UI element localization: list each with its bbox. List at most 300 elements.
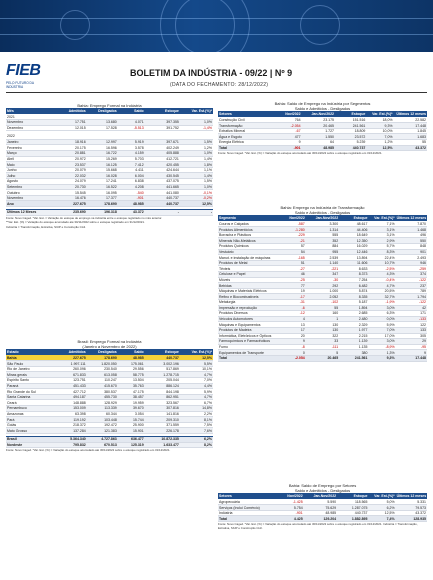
table-cell: -901 — [118, 195, 145, 201]
table-cell: Pará — [6, 417, 56, 423]
column-header: Admitidos — [56, 349, 87, 355]
column-header: Setores — [218, 111, 274, 117]
table-cell: 1.820.050 — [87, 361, 118, 367]
table-cell: 141.816 — [145, 411, 180, 417]
table-cell: 20.079 — [56, 167, 87, 173]
table-cell: 496 — [396, 232, 427, 238]
table-cell: 12.015 — [56, 125, 87, 131]
table-cell: 151.516 — [335, 117, 366, 123]
table-cell: 8,3% — [368, 249, 395, 255]
table-cell: 23.175 — [302, 117, 335, 123]
table-cell: 2.329 — [339, 322, 368, 328]
table-cell: 46 — [281, 272, 306, 278]
table-cell: 12.350 — [339, 238, 368, 244]
table-cell: 671.833 — [56, 372, 87, 378]
table-cell: 19 — [281, 288, 306, 294]
table-cell: 636.477 — [118, 437, 145, 443]
table-cell: 1.794 — [396, 294, 427, 300]
table-cell: Ano — [6, 201, 56, 207]
table-cell: 5.590 — [304, 499, 337, 505]
table-cell: Total — [218, 145, 274, 151]
table-cell: 8,1% — [180, 417, 213, 423]
panel-title: Bahia: Emprego na Indústria de Transformação — [280, 205, 365, 210]
column-header: Desligados — [87, 349, 118, 355]
table-cell: 33 — [306, 339, 339, 345]
table-cell: 75.629 — [304, 505, 337, 511]
table-cell: Máquinas e Equipamentos — [218, 322, 281, 328]
table-cell: 374 — [396, 272, 427, 278]
table-cell: Paraná — [6, 383, 56, 389]
table-cell: 103.448 — [87, 417, 118, 423]
table-cell: 430.545 — [145, 173, 180, 179]
table-cell: 670.513 — [87, 442, 118, 448]
last-12-months-row — [6, 210, 213, 216]
table-cell: 230.540 — [87, 366, 118, 372]
segments-panel — [218, 102, 427, 156]
table-cell: 5.331 — [396, 499, 427, 505]
table-cell: -6 — [281, 305, 306, 311]
table-cell: Farmoquímicos e Farmacêuticos — [218, 339, 281, 345]
footnote: Fonte: Novo Caged. *Var. Est. (%) = Variação do estoque acumulado até 30/11/2022 sobre o estoque registrado em 31/12/2021. — [218, 151, 383, 156]
table-cell: 7,5% — [180, 422, 213, 428]
table-cell: 405.888 — [145, 151, 180, 157]
table-cell: 380 — [339, 350, 368, 356]
column-header: Últimos 12 meses — [396, 494, 427, 499]
footnote: Indústria = Transformação, Extrativa, SIUP e Construção Civil. — [6, 224, 86, 229]
table-cell: 43.372 — [118, 210, 145, 216]
table-cell: 12,5% — [368, 510, 395, 516]
table-cell: 397.355 — [145, 120, 180, 126]
table-cell: 3.054 — [118, 411, 145, 417]
table-cell: -2.054 — [281, 355, 306, 361]
table-cell: 192.472 — [87, 422, 118, 428]
bahia-monthly-panel — [6, 103, 213, 229]
table-cell: Minas gerais — [6, 372, 56, 378]
panel-subtitle: Saldo e Admitidos - Desligados — [294, 209, 351, 215]
table-cell: 22.032 — [56, 173, 87, 179]
table-cell: -95 — [396, 344, 427, 350]
table-cell: 555 — [306, 232, 339, 238]
table-cell: 16.095 — [87, 190, 118, 196]
column-header: Admitidos — [56, 108, 87, 114]
table-cell: 9 — [396, 350, 427, 356]
table-cell: Junho — [6, 167, 56, 173]
table-cell: 5.703 — [118, 156, 145, 162]
table-cell: Produtos Diversos — [218, 311, 281, 317]
table-cell: 2.215 — [339, 333, 368, 339]
column-header: Var. Est.(%)* — [368, 493, 395, 499]
table-cell: Borracha e Plásticos — [218, 232, 281, 238]
table-cell: 125.319 — [118, 442, 145, 448]
table-cell: 9,3% — [366, 123, 393, 129]
table-cell: Julho — [6, 173, 56, 179]
column-header: Nov/2022 — [281, 215, 306, 221]
table-cell: 20.175 — [56, 145, 87, 151]
table-cell: Fevereiro — [6, 145, 56, 151]
table-cell: 22.582 — [394, 117, 427, 123]
table-cell: 196.318 — [87, 210, 118, 216]
table-cell: 517.869 — [145, 366, 180, 372]
table-cell: 17 — [281, 327, 306, 333]
nordeste-total-row — [6, 442, 213, 448]
table-cell: Brasil — [6, 437, 56, 443]
table-cell: 402.249 — [145, 145, 180, 151]
table-cell: 57 — [281, 244, 306, 250]
table-cell: -0,4% — [368, 277, 395, 283]
table-cell: 178.690 — [87, 355, 118, 361]
table-cell: 437.075 — [145, 179, 180, 185]
table-cell: 5,9% — [180, 389, 213, 395]
table-cell: 4.411 — [118, 167, 145, 173]
table-cell: 440.737 — [145, 355, 180, 361]
table-cell: 237 — [396, 283, 427, 289]
column-header: Nov/2022 — [274, 111, 301, 117]
table-cell: Maio — [6, 162, 56, 168]
table-cell: 9,3% — [368, 355, 395, 361]
page-subtitle: (DATA DO FECHAMENTO: 28/12/2022) — [170, 82, 269, 88]
table-cell: 25.900 — [118, 422, 145, 428]
table-cell: 1,0% — [180, 184, 213, 190]
table-cell: 440.737 — [145, 195, 180, 201]
table-cell: 2,2% — [180, 411, 213, 417]
table-cell: 13.504 — [118, 378, 145, 384]
table-cell: 347 — [306, 272, 339, 278]
footnote: **Var. Est. (%) = Variação do estoque acumulado até 30/11/2022 sobre o estoque registrado em 31/12/2021. — [6, 220, 145, 225]
table-cell: 2.685 — [339, 311, 368, 317]
table-cell: -17 — [281, 294, 306, 300]
column-header: Var. Est.(%)* — [180, 349, 213, 355]
table-cell: Produtos Alimentícios — [218, 227, 281, 233]
panel-title: Brasil: Emprego Formal na Indústria — [77, 339, 142, 344]
bahia-monthly-table — [6, 108, 213, 216]
table-cell: 14,8% — [180, 406, 213, 412]
table-cell: Equipamentos de Transporte — [218, 350, 281, 356]
table-cell: Produtos de Metal — [218, 260, 281, 266]
table-cell: -67 — [274, 128, 301, 134]
table-cell: 8.335 — [339, 294, 368, 300]
table-cell: 148.888 — [56, 400, 87, 406]
column-header: Estoque — [337, 493, 368, 499]
table-cell: 0,0% — [368, 316, 395, 322]
table-cell: 16.722 — [87, 151, 118, 157]
table-cell: 178.690 — [87, 201, 118, 207]
table-cell: 23.572 — [335, 134, 366, 140]
table-cell: 1,5% — [180, 139, 213, 145]
table-cell: 47.175 — [118, 389, 145, 395]
table-cell: Amazonas — [6, 411, 56, 417]
table-cell: 441.080 — [145, 190, 180, 196]
table-cell: Impressão e reprodução — [218, 305, 281, 311]
table-cell: 3,0% — [368, 339, 395, 345]
table-cell: Energia Elétrica — [218, 140, 274, 146]
table-cell: 1,8% — [180, 162, 213, 168]
table-cell: 764 — [274, 117, 301, 123]
table-cell: 955 — [306, 249, 339, 255]
table-cell: Espírito Santo — [6, 378, 56, 384]
table-cell: 17,0% — [368, 333, 395, 339]
table-cell: 118.565 — [337, 499, 368, 505]
table-cell: 18.809 — [335, 128, 366, 134]
table-cell: 415.670 — [87, 383, 118, 389]
table-cell: 218.372 — [56, 422, 87, 428]
table-cell: Total — [218, 516, 277, 522]
table-cell: Novembro — [6, 195, 56, 201]
sectors-panel — [218, 484, 427, 530]
table-cell: Bahia — [6, 355, 56, 361]
table-cell: 160 — [306, 311, 339, 317]
table-cell: 9 — [274, 140, 301, 146]
table-cell: -229 — [281, 232, 306, 238]
column-header: Var. Est.(%)* — [368, 215, 395, 221]
table-cell: Fumo — [218, 344, 281, 350]
table-cell: Têxteis — [218, 266, 281, 272]
table-cell: Total — [218, 355, 281, 361]
table-cell: 1.727 — [302, 128, 335, 134]
table-cell: Novembro — [6, 120, 56, 126]
table-cell: Metalurgia — [218, 300, 281, 306]
table-cell: 226.178 — [145, 428, 180, 434]
table-cell: 1,4% — [180, 156, 213, 162]
table-cell: Informática, Eletrônicos e Ópticos — [218, 333, 281, 339]
table-cell: Santa Catarina — [6, 394, 56, 400]
table-cell: 38.457 — [118, 394, 145, 400]
table-cell: 12.446 — [339, 249, 368, 255]
table-cell: 63.398 — [56, 411, 87, 417]
table-cell: 133 — [396, 327, 427, 333]
table-cell: 17.448 — [396, 355, 427, 361]
table-cell: 241.561 — [335, 123, 366, 129]
table-cell: 1,3% — [368, 350, 395, 356]
table-cell: 5.364.340 — [56, 437, 87, 443]
table-cell: 42 — [396, 305, 427, 311]
table-cell: Móveis — [218, 277, 281, 283]
table-cell: 6.004 — [118, 173, 145, 179]
table-cell: 477 — [274, 134, 301, 140]
table-cell: 946 — [396, 260, 427, 266]
table-cell: 5.874 — [339, 288, 368, 294]
table-cell: 13.680 — [87, 120, 118, 126]
transformation-panel — [218, 206, 427, 362]
table-cell: Março — [6, 151, 56, 157]
table-cell: 129.204 — [304, 516, 337, 522]
table-cell: 1,1% — [180, 167, 213, 173]
table-cell: Transformação — [218, 123, 274, 129]
column-header: Nov/2022 — [277, 493, 304, 499]
table-cell: 12.997 — [87, 139, 118, 145]
table-cell: 205.044 — [145, 378, 180, 384]
column-header: Jan-Nov/2022 — [306, 215, 339, 221]
table-cell: 1.977 — [339, 327, 368, 333]
total-row — [218, 145, 427, 151]
footnote: Fonte: Novo Caged. *Var. Est. = Variação do estoque de emprego na indústria entre o estoque registrado no mês anterior. — [6, 215, 163, 220]
table-cell: 455.730 — [87, 394, 118, 400]
table-cell: 1.845 — [394, 128, 427, 134]
table-cell: 3.578 — [118, 145, 145, 151]
table-cell: -133 — [396, 316, 427, 322]
footnote: Fonte: Novo Caged. *Var. Est. (%) = Variação do estoque acumulado até 30/11/2022 sobre o estoque registrado em 31/12/2021. Indústria = Transformação, Extrativa, SIUP e Construção Civil. — [218, 522, 418, 530]
table-cell: Agosto — [6, 179, 56, 185]
table-cell: 20.465 — [306, 355, 339, 361]
table-cell: 175.061 — [118, 361, 145, 367]
table-cell: 494.187 — [56, 394, 87, 400]
table-cell: 17.751 — [56, 120, 87, 126]
table-cell: 235.690 — [56, 210, 87, 216]
panel-title: Bahia: Emprego Formal na Indústria — [77, 103, 142, 108]
table-cell: 424.644 — [145, 167, 180, 173]
segments-table — [218, 111, 427, 151]
table-cell: Produtos de Madeira — [218, 327, 281, 333]
table-cell: 6,7% — [180, 400, 213, 406]
table-cell: Produtos Químicos — [218, 244, 281, 250]
table-cell: 5.754 — [277, 505, 304, 511]
column-header: Estado — [6, 349, 56, 355]
table-cell: -221 — [306, 266, 339, 272]
table-cell: -1.425 — [277, 499, 304, 505]
table-cell: 4,7% — [368, 283, 395, 289]
table-cell: 48.985 — [118, 355, 145, 361]
table-cell: -30 — [306, 277, 339, 283]
table-cell: 3.002.196 — [145, 361, 180, 367]
table-cell: 11.606 — [339, 260, 368, 266]
table-cell: 5,9% — [368, 322, 395, 328]
table-cell: 137.284 — [56, 428, 87, 434]
table-cell: 5.187 — [339, 300, 368, 306]
table-cell: 307.816 — [145, 406, 180, 412]
table-cell: 550 — [396, 238, 427, 244]
table-cell: 2.480 — [339, 316, 368, 322]
table-cell: Goiás — [6, 422, 56, 428]
table-cell: 227.675 — [56, 201, 87, 207]
table-cell: 128.929 — [87, 400, 118, 406]
table-cell: 3,0% — [368, 305, 395, 311]
header-divider — [6, 92, 427, 93]
table-cell: 110.247 — [87, 378, 118, 384]
table-cell: 5,7% — [368, 244, 395, 250]
column-header: Estoque — [145, 349, 180, 355]
panel-subtitle: (Janeiro a Novembro de 2022) — [82, 343, 137, 349]
table-cell: 6.838 — [118, 179, 145, 185]
table-cell: Veículos Automotores — [218, 316, 281, 322]
table-cell: 48.985 — [304, 510, 337, 516]
table-cell: Rio Grande do Sul — [6, 389, 56, 395]
table-cell: 20,5% — [368, 288, 395, 294]
column-header: Desligados — [87, 108, 118, 114]
table-cell: 44.406 — [339, 227, 368, 233]
table-cell: 15.901 — [118, 428, 145, 434]
table-cell: São Paulo — [6, 361, 56, 367]
table-cell: 789 — [396, 288, 427, 294]
states-table — [6, 349, 213, 448]
table-cell: 17.528 — [87, 125, 118, 131]
table-cell: 1.894 — [339, 305, 368, 311]
sectors-table — [218, 493, 427, 522]
table-cell: 6,2% — [368, 505, 395, 511]
table-cell: 121.383 — [87, 428, 118, 434]
table-cell: 48.985 — [118, 201, 145, 207]
table-cell: Vestuário — [218, 249, 281, 255]
table-cell: 1.683 — [394, 134, 427, 140]
table-cell: 55 — [306, 305, 339, 311]
table-cell: 901 — [396, 249, 427, 255]
table-cell: 20.730 — [56, 184, 87, 190]
table-cell: 18,0% — [366, 117, 393, 123]
table-cell: 4.159 — [118, 151, 145, 157]
table-cell: 2.052 — [306, 294, 339, 300]
table-cell: 440.737 — [145, 201, 180, 207]
table-cell: 113.339 — [87, 406, 118, 412]
table-cell: -122 — [396, 277, 427, 283]
table-cell: Minerais Não-Metálicos — [218, 238, 281, 244]
table-cell: 241.561 — [339, 355, 368, 361]
table-cell: 260.096 — [56, 366, 87, 372]
table-cell: 19.959 — [118, 400, 145, 406]
table-cell: 128.935 — [396, 516, 427, 522]
table-cell: 1.314 — [306, 227, 339, 233]
table-cell: 12,5% — [180, 355, 213, 361]
table-cell: 122 — [396, 322, 427, 328]
table-cell: 20 — [281, 333, 306, 339]
table-cell: 51 — [281, 260, 306, 266]
column-header: Últimos 12 meses — [394, 111, 427, 117]
panel-subtitle: Saldo e Admitidos - Desligados — [294, 487, 351, 493]
table-cell: Ceará — [6, 400, 56, 406]
table-cell: 16.125 — [87, 162, 118, 168]
table-cell: 15.668 — [87, 167, 118, 173]
table-cell: 440.737 — [335, 145, 366, 151]
table-cell: 6.482 — [339, 283, 368, 289]
table-cell: Mato Grosso — [6, 428, 56, 434]
table-cell: 2.539 — [306, 255, 339, 261]
logo-subtext: PELO FUTURO DA INDÚSTRIA — [6, 81, 34, 89]
table-cell: Serviços (Inclui Comércio) — [218, 505, 277, 511]
table-cell: 15.545 — [56, 190, 87, 196]
table-cell: 17.377 — [87, 195, 118, 201]
table-cell: 227.675 — [56, 355, 87, 361]
column-header: Estoque — [339, 215, 368, 221]
table-cell: 4.727.863 — [87, 437, 118, 443]
total-row — [218, 355, 427, 361]
table-cell: Abril — [6, 156, 56, 162]
table-cell: 1.278.715 — [145, 372, 180, 378]
panel-title: Bahia: Saldo de Emprego na Indústria por Segmentos — [274, 101, 371, 106]
table-cell: 23.537 — [56, 162, 87, 168]
table-cell: 1.550 — [302, 134, 335, 140]
table-cell: 10,7% — [368, 260, 395, 266]
table-cell: 22,4% — [368, 255, 395, 261]
table-cell: 613.058 — [87, 372, 118, 378]
table-cell: 0 — [281, 350, 306, 356]
header-banner — [0, 0, 433, 52]
table-cell: 20.881 — [56, 151, 87, 157]
panel-title: Bahia: Saldo de Emprego por Setores — [288, 483, 357, 488]
states-panel — [6, 340, 213, 453]
table-cell: 380.537 — [87, 389, 118, 395]
table-cell: 420.455 — [145, 162, 180, 168]
footnote: Fonte: Novo Caged. *Var. Est. (%) = Variação do estoque acumulado até 30/11/2022 sobre o estoque registrado em 31/12/2021. — [6, 448, 171, 453]
table-cell: -2,5% — [368, 266, 395, 272]
table-cell: 412.721 — [145, 156, 180, 162]
table-cell: 322 — [306, 333, 339, 339]
table-cell: -165 — [281, 255, 306, 261]
table-cell: Couros e Calçados — [218, 221, 281, 227]
table-cell: 305 — [396, 333, 427, 339]
table-cell: 8.633 — [339, 266, 368, 272]
column-header: Jan-Nov/2022 — [304, 493, 337, 499]
table-cell: 79.573 — [396, 505, 427, 511]
table-cell: 2021 — [6, 114, 56, 120]
table-cell: 886.124 — [145, 383, 180, 389]
table-cell: -122 — [396, 300, 427, 306]
